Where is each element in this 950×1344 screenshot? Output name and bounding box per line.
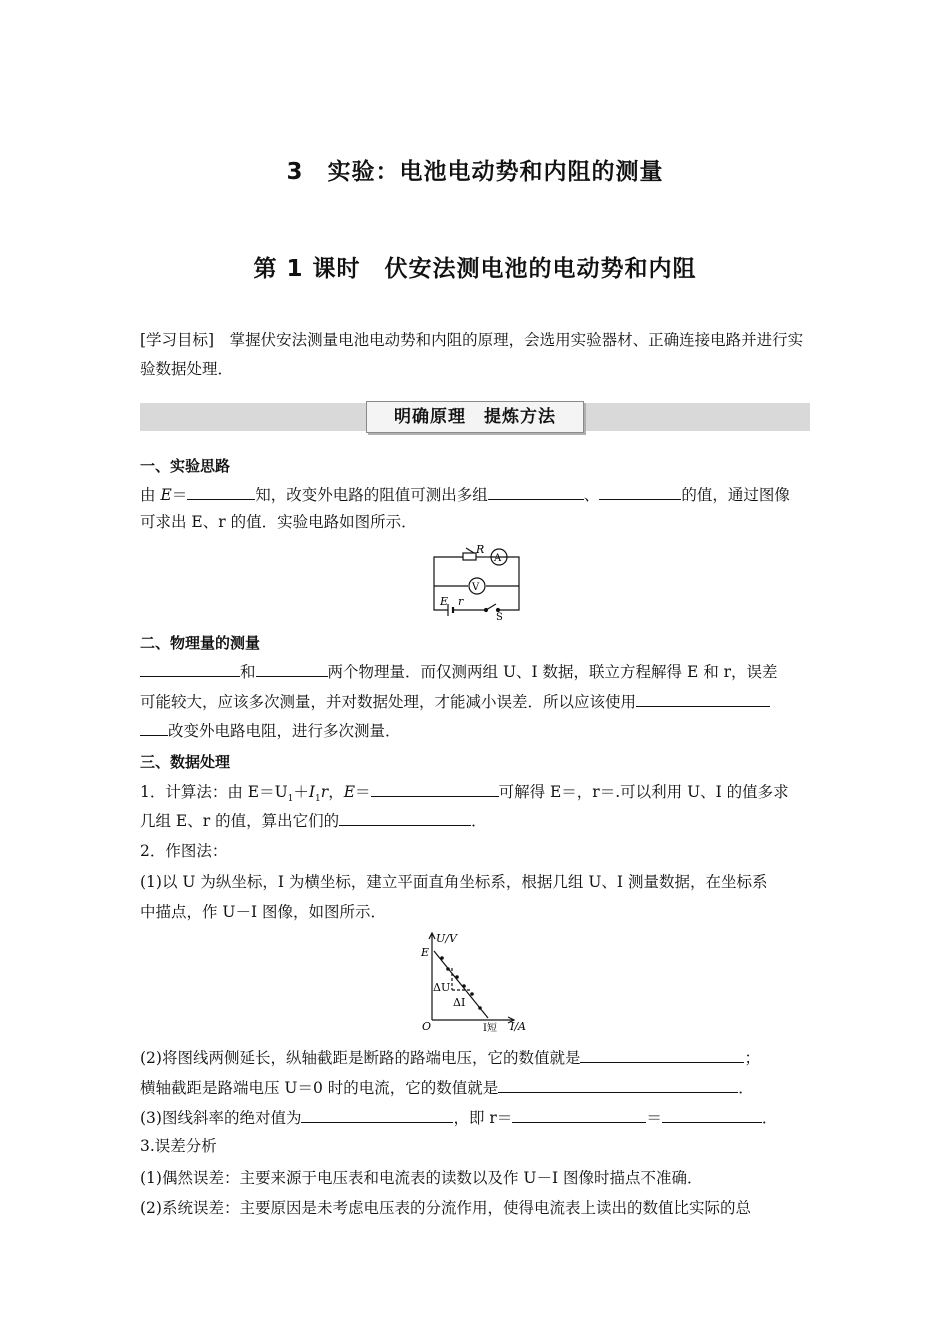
section-heading-2: 二、物理量的测量 [140, 634, 261, 652]
page-title: 3 实验：电池电动势和内阻的测量 [286, 159, 664, 185]
svg-text:R: R [476, 543, 485, 556]
svg-text:ΔI: ΔI [453, 996, 466, 1009]
error-analysis-random: (1)偶然误差：主要来源于电压表和电流表的读数以及作 U－I 图像时描点不准确． [140, 1169, 703, 1187]
calc-method-line2: 几组 E、r 的值，算出它们的 ． [140, 809, 820, 831]
circuit-diagram [428, 540, 528, 622]
u-i-graph [418, 928, 538, 1036]
blank [636, 690, 770, 707]
error-analysis-systematic: (2)系统误差：主要原因是未考虑电压表的分流作用，使得电流表上读出的数值比实际的总 [140, 1199, 751, 1217]
svg-text:E: E [421, 946, 430, 959]
svg-text:O: O [422, 1020, 432, 1033]
blank [187, 483, 255, 500]
svg-text:A: A [494, 553, 502, 564]
blank [488, 483, 584, 500]
error-analysis-heading: 3.误差分析 [140, 1137, 217, 1155]
paragraph-measure-line3: 改变外电路电阻，进行多次测量． [140, 719, 820, 741]
svg-text:U/V: U/V [436, 932, 457, 945]
blank [371, 780, 499, 797]
blank [140, 660, 240, 677]
blank [256, 660, 328, 677]
svg-text:r: r [458, 595, 464, 608]
paragraph-measure-line2: 可能较大，应该多次测量，并对数据处理，才能减小误差．所以应该使用 [140, 690, 820, 712]
blank [662, 1106, 762, 1123]
learning-goal-label: [学习目标] [140, 331, 215, 349]
graph-step-3: (3)图线斜率的绝对值为 ，即 r＝ ＝ ． [140, 1106, 820, 1128]
blank [599, 483, 681, 500]
graph-step-1-line2: 中描点，作 U－I 图像，如图所示． [140, 903, 387, 921]
blank [140, 719, 168, 736]
learning-goal-text: 掌握伏安法测量电池电动势和内阻的原理，会选用实验器材、正确连接电路并进行实验数据处理． [140, 331, 804, 378]
calc-method-line1: 1．计算法：由 $E=U_1+I_1r$，E＝ 可解得 E＝，r＝.可以利用 U、I 的值多求 [140, 780, 820, 809]
svg-text:I/A: I/A [510, 1020, 526, 1033]
blank [339, 809, 471, 826]
graph-step-1-line1: (1)以 U 为纵坐标，I 为横坐标，建立平面直角坐标系，根据几组 U、I 测量数据，在坐标系 [140, 873, 768, 891]
svg-text:ΔU: ΔU [433, 981, 451, 994]
section-heading-1: 一、实验思路 [140, 457, 231, 475]
blank [301, 1106, 453, 1123]
blank [580, 1046, 744, 1063]
paragraph-principle-line2: 可求出 E、r 的值．实验电路如图所示． [140, 513, 417, 531]
svg-text:E: E [440, 595, 449, 608]
paragraph-principle-line1: 由 E＝ 知，改变外电路的阻值可测出多组 、 的值，通过图像 [140, 483, 820, 505]
rheostat-icon [463, 553, 476, 560]
blank [512, 1106, 646, 1123]
section-banner: 明确原理 提炼方法 [366, 401, 584, 433]
graph-step-2-line2: 横轴截距是路端电压 U＝0 时的电流，它的数值就是 ． [140, 1076, 820, 1098]
paragraph-measure-line1: 和 两个物理量．而仅测两组 U、I 数据，联立方程解得 E 和 r，误差 [140, 660, 820, 682]
graph-step-2-line1: (2)将图线两侧延长，纵轴截距是断路的路端电压，它的数值就是 ； [140, 1046, 820, 1068]
blank [498, 1076, 738, 1093]
section-heading-3: 三、数据处理 [140, 753, 231, 771]
svg-text:V: V [472, 582, 480, 593]
learning-goal [140, 326, 810, 384]
svg-text:I短: I短 [483, 1023, 497, 1034]
graph-method-heading: 2．作图法： [140, 842, 228, 860]
page-subtitle: 第 1 课时 伏安法测电池的电动势和内阻 [253, 256, 697, 282]
svg-text:S: S [496, 612, 503, 622]
